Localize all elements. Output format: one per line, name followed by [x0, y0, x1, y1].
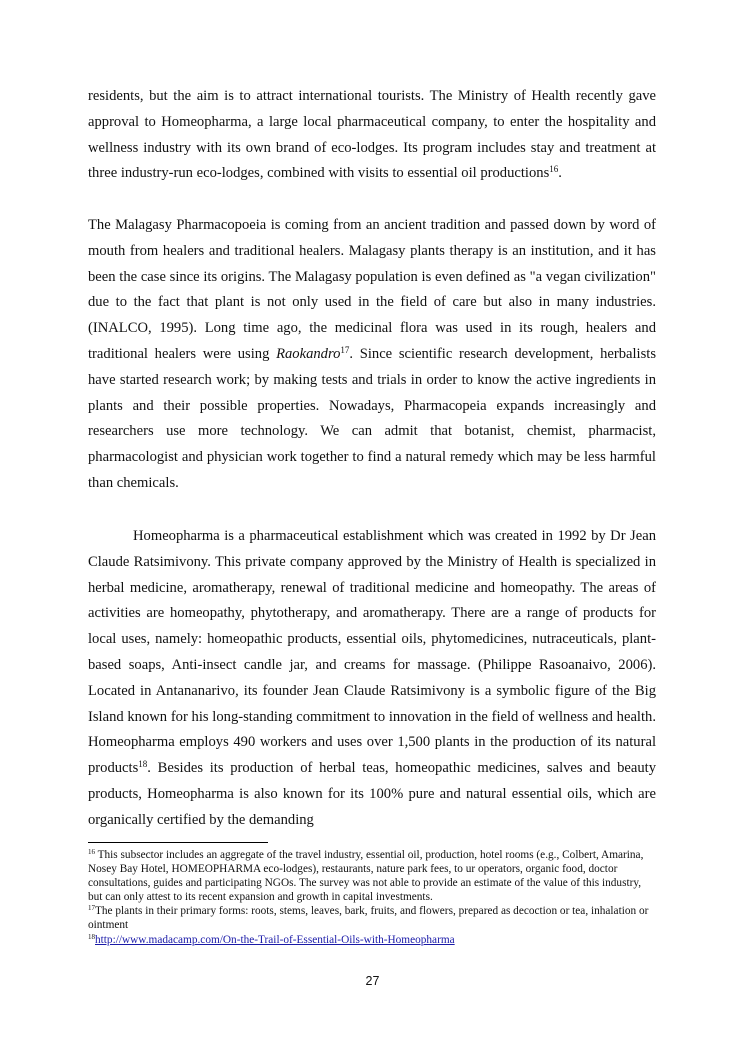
footnote-16 — [88, 848, 658, 904]
footnote-ref-16[interactable]: 16 — [549, 164, 559, 175]
paragraph-text-end: . — [558, 165, 562, 182]
footnote-ref-18[interactable]: 18 — [138, 759, 148, 770]
paragraph-text-end: . Besides its production of herbal teas, homeopathic medicines, salves and beauty products, Homeopharma is also known for its 100% pure and natural essential oils, which are organically certified by the demanding — [88, 760, 656, 828]
paragraph-homeopharma — [88, 524, 656, 834]
paragraph-pharmacopoeia — [88, 213, 656, 497]
paragraph-text: Homeopharma is a pharmaceutical establishment which was created in 1992 by Dr Jean Claude Ratsimivony. This private company approved by the Ministry of Health is specialized in herbal medicine, aromatherapy, renewal of traditional medicine and homeopathy. The areas of activities are homeopathy, phytotherapy, and aromatherapy. There are a range of products for local uses, namely: homeopathic products, essential oils, phytomedicines, nutraceuticals, plant-based soaps, Anti-insect candle jar, and creams for massage. (Philippe Rasoanaivo, 2006). Located in Antananarivo, its founder Jean Claude Ratsimivony is a symbolic figure of the Big Island known for his long-standing commitment to innovation in the field of wellness and health. Homeopharma employs 490 workers and uses over 1,500 plants in the production of its natural products — [88, 528, 656, 777]
footnote-separator — [88, 842, 268, 843]
footnote-number: 16 — [88, 848, 95, 856]
paragraph-text: The Malagasy Pharmacopoeia is coming from an ancient tradition and passed down by word of mouth from healers and traditional healers. Malagasy plants therapy is an institution, and it has been the case since its origins. The Malagasy population is even defined as "a vegan civilization" due to the fact that plant is not only used in the field of care but also in many industries. (INALCO, 1995). Long time ago, the medicinal flora was used in its rough, healers and traditional healers were using — [88, 217, 656, 362]
footnotes — [88, 848, 658, 947]
footnote-link[interactable]: http://www.madacamp.com/On-the-Trail-of-Essential-Oils-with-Homeopharma — [95, 933, 455, 946]
footnote-text: The plants in their primary forms: roots, stems, leaves, bark, fruits, and flowers, prepared as decoction or tea, inhalation or ointment — [88, 905, 649, 932]
footnote-17 — [88, 904, 658, 932]
footnote-ref-17[interactable]: 17 — [340, 344, 350, 355]
footnote-18 — [88, 933, 658, 947]
paragraph-text: residents, but the aim is to attract international tourists. The Ministry of Health recently gave approval to Homeopharma, a large local pharmaceutical company, to enter the hospitality and wellness industry with its own brand of eco-lodges. Its program includes stay and treatment at three industry-run eco-lodges, combined with visits to essential oil productions — [88, 88, 656, 182]
footnote-number: 17 — [88, 904, 95, 913]
paragraph-text-end: . Since scientific research development, herbalists have started research work; by making tests and trials in order to know the active ingredients in plants and their possible properties. Nowadays, Pharmacopeia expands increasingly and researchers use more technology. We can admit that botanist, chemist, pharmacist, pharmacologist and physician work together to find a natural remedy which may be less harmful than chemicals. — [88, 345, 656, 491]
footnote-number: 18 — [88, 932, 95, 941]
italic-term: Raokandro — [276, 345, 341, 362]
paragraph-tourism — [88, 84, 656, 187]
page-number: 27 — [365, 974, 380, 988]
footnote-text: This subsector includes an aggregate of the travel industry, essential oil, production, hotel rooms (e.g., Colbert, Amarina, Nosey Bay Hotel, HOMEOPHARMA eco-lodges), restaurants, nature park fees, to ur operators, organic food, doctor consultations, guides and participating NGOs. The survey was not able to provide an estimate of the value of this industry, but can only attest to its recent expansion and growth in capital investments. — [88, 849, 644, 904]
